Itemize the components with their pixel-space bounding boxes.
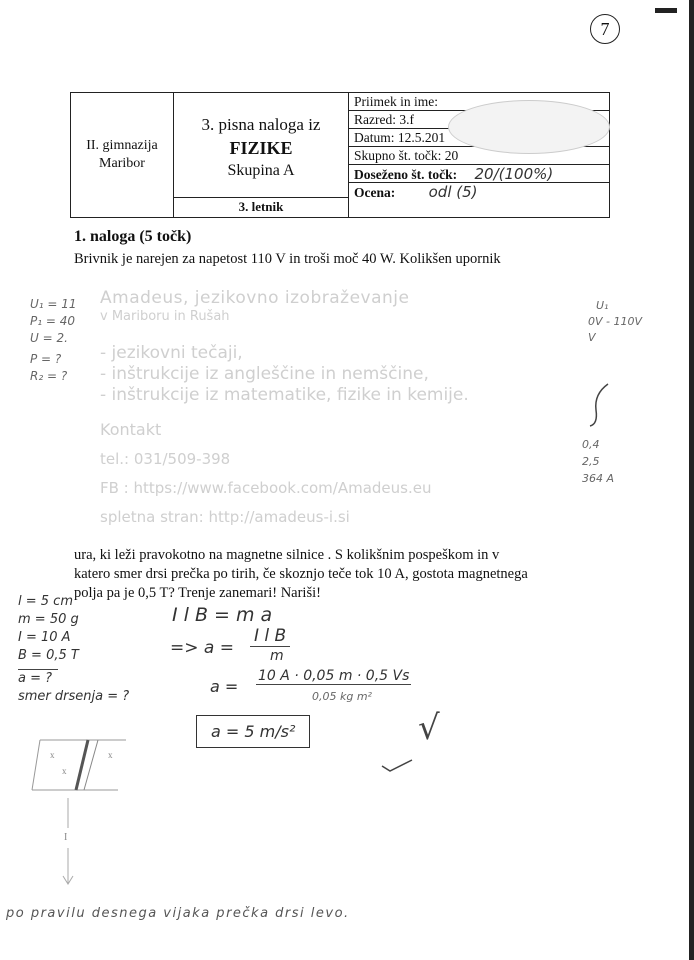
hw-eq2-num: I l B <box>250 626 290 647</box>
hw-line: m = 50 g <box>18 612 79 627</box>
hw-line: B = 0,5 T <box>18 648 79 663</box>
hw-given-values <box>18 593 129 706</box>
hw-line: U₁ <box>596 299 609 312</box>
svg-text:x: x <box>62 766 67 776</box>
hw-line: U = 2. <box>30 331 68 345</box>
subject: FIZIKE <box>229 138 293 158</box>
task2-line: ura, ki leži pravokotno na magnetne silnice . S kolikšnim pospeškom in v <box>74 547 500 563</box>
row-achieved <box>349 165 609 183</box>
task1-title: 1. naloga (5 točk) <box>74 228 192 245</box>
test-title-cell <box>174 93 349 197</box>
hw-eq2-lhs: => a = <box>170 638 234 658</box>
row-label: Skupno št. točk: 20 <box>354 148 459 163</box>
hw-line: V <box>588 331 596 344</box>
watermark-phone: tel.: 031/509-398 <box>100 450 231 468</box>
row-label: Ocena: <box>354 185 396 200</box>
hw-line: l = 5 cm <box>18 594 73 609</box>
task2-text <box>74 546 590 603</box>
hw-line: 0,4 <box>582 438 600 451</box>
watermark-contact: Kontakt <box>100 420 162 439</box>
hw-check-mark: √ <box>418 708 440 748</box>
task2-line: polja pa je 0,5 T? Trenje zanemari! Nariši! <box>74 585 321 601</box>
task1-text: Brivnik je narejen za napetost 110 V in troši moč 40 W. Kolikšen upornik <box>74 251 501 267</box>
row-label: Doseženo št. točk: <box>354 167 458 182</box>
edge-mark <box>655 8 677 13</box>
svg-text:x: x <box>50 750 55 760</box>
edge-line <box>689 0 694 960</box>
watermark-bullet3: - inštrukcije iz matematike, fizike in kemije. <box>100 385 469 405</box>
hw-eq2-den: m <box>270 648 284 664</box>
year: 3. letnik <box>174 197 349 218</box>
hw-line: P₁ = 40 <box>30 314 75 328</box>
watermark-bullet1: - jezikovni tečaji, <box>100 343 243 363</box>
hw-eq3-num: 10 A · 0,05 m · 0,5 Vs <box>258 668 410 684</box>
hw-line: 0V - 110V <box>588 315 643 328</box>
hw-line: 2,5 <box>582 455 600 468</box>
redaction-blob <box>448 100 610 154</box>
hw-answer-box: a = 5 m/s² <box>196 715 310 748</box>
hw-eq3-lhs: a = <box>210 677 239 696</box>
row-grade <box>349 183 609 217</box>
hw-conclusion: po pravilu desnega vijaka prečka drsi levo. <box>6 906 350 921</box>
watermark-line1: Amadeus, jezikovno izobraževanje <box>100 288 410 308</box>
hw-right-check <box>588 380 612 430</box>
page-number: 7 <box>590 14 620 44</box>
svg-text:I: I <box>64 832 68 843</box>
hw-line: smer drsenja = ? <box>18 689 130 704</box>
achieved-value: 20/(100%) <box>474 165 554 183</box>
hw-eq3-den: 0,05 kg m² <box>312 690 372 703</box>
row-label: Priimek in ime: <box>354 94 438 109</box>
watermark-line2: v Mariboru in Rušah <box>100 309 230 324</box>
rails-sketch <box>18 728 138 898</box>
hw-line: P = ? <box>30 352 62 366</box>
hw-line: I = 10 A <box>18 630 71 645</box>
group: Skupina A <box>227 162 295 179</box>
hw-right-2 <box>582 436 614 487</box>
watermark-fb: FB : https://www.facebook.com/Amadeus.eu <box>100 479 432 497</box>
school-name: II. gimnazija Maribor <box>71 93 174 217</box>
hw-line: R₂ = ? <box>30 369 68 383</box>
hw-line: 364 A <box>582 472 615 485</box>
watermark-bullet2: - inštrukcije iz angleščine in nemščine, <box>100 364 429 384</box>
svg-text:x: x <box>108 750 113 760</box>
hw-line: U₁ = 11 <box>30 297 77 311</box>
watermark-web: spletna stran: http://amadeus-i.si <box>100 508 350 526</box>
task2-line: katero smer drsi prečka po tirih, če skoznjo teče tok 10 A, gostota magnetnega <box>74 566 528 582</box>
hw-right-1 <box>588 298 642 346</box>
hw-left-givens <box>30 296 77 385</box>
hw-small-check <box>380 758 414 774</box>
hw-eq1: I l B = m a <box>172 604 273 626</box>
row-label: Razred: 3.f <box>354 112 414 127</box>
grade-value: odl (5) <box>428 183 478 201</box>
hw-line: a = ? <box>18 669 58 688</box>
test-title: 3. pisna naloga iz <box>201 115 321 134</box>
row-label: Datum: 12.5.201 <box>354 130 446 145</box>
